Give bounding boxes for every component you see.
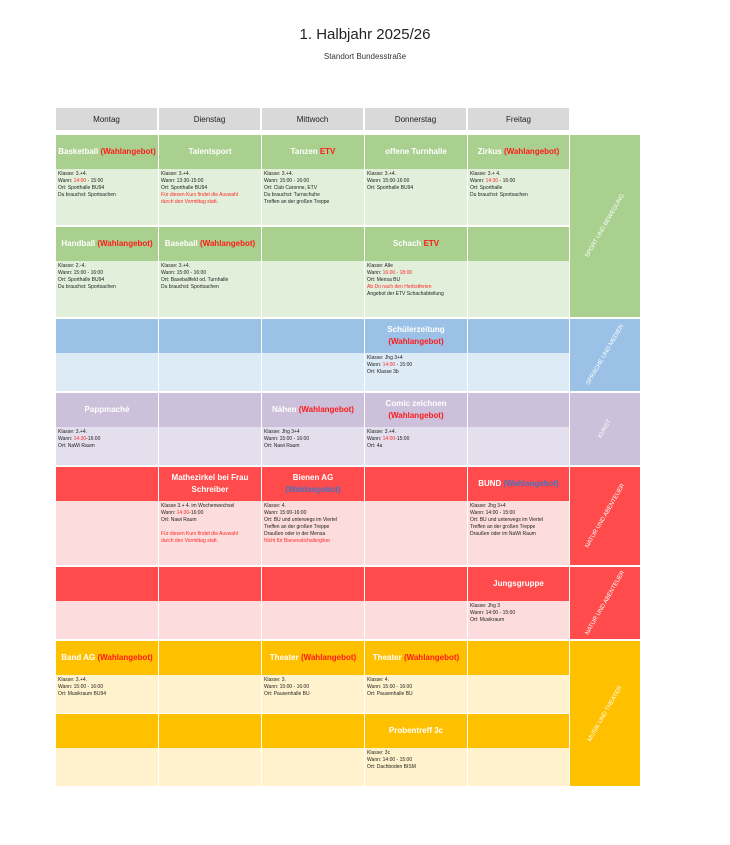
activity-bandag-details: Klasse: 3.+4. Wann: 15:00 - 16:00 Ort: Musikraum BU94: [58, 677, 107, 697]
activity-comic-title: Comic zeichnen (Wahlangebot): [385, 399, 447, 420]
activity-probentreff-details: Klasse: 3c Wann: 14:00 - 15:00 Ort: Dachboden BISM: [367, 750, 416, 770]
activity-talentsport-details: Klasse: 3.+4. Wann: 13:30-15:00 Ort: Sporthalle BU94 Für diesen Kurs findet die Auswahl durch den Vormittag statt.: [161, 171, 238, 205]
activity-turnhalle-title: offene Turnhalle: [385, 147, 447, 156]
category-musik: MUSIK UND THEATER: [570, 641, 640, 786]
activity-schuelerzeitung-details: Klasse: Jhg 3+4 Wann: 14:00 - 15:00 Ort: Klasse 3b: [367, 355, 413, 375]
activity-theater-mittwoch-details: Klasse: 3. Wann: 15:00 - 16:00 Ort: Pausenhalle BU: [264, 677, 310, 697]
category-sport: SPORT UND BEWEGUNG: [570, 135, 640, 317]
activity-schuelerzeitung-title: Schülerzeitung (Wahlangebot): [387, 325, 445, 346]
activity-baseball-title: Baseball (Wahlangebot): [164, 239, 256, 248]
activity-basketball-title: Basketball (Wahlangebot): [58, 147, 156, 156]
sprache-title-row: [56, 319, 569, 353]
activity-talentsport-title: Talentsport: [188, 147, 232, 156]
activity-zirkus-details: Klasse: 3.+ 4. Wann: 14:30 - 16:00 Ort: Sporthalle Du brauchst: Sportsachen: [470, 171, 528, 198]
activity-handball-details: Klasse: 2.-4. Wann: 15:00 - 16:00 Ort: Sporthalle BU94 Du brauchst: Sportsachen: [58, 263, 116, 290]
musik-title-row-2: [56, 714, 569, 748]
category-natur-2: NATUR UND ABENTEUER: [570, 567, 640, 639]
activity-turnhalle-details: Klasse: 3.+4. Wann: 15:00-16:00 Ort: Sporthalle BU94: [367, 171, 414, 191]
activity-zirkus-title: Zirkus (Wahlangebot): [477, 147, 560, 156]
activity-baseball-details: Klasse: 3.+4. Wann: 15:00 - 16:00 Ort: Baseballfeld od. Turnhalle Du brauchst: Sportsachen: [161, 263, 229, 290]
day-header-donnerstag: Donnerstag: [365, 108, 466, 130]
activity-pappmache-details: Klasse: 3.+4. Wann: 14:30-16:00 Ort: NaWi Raum: [58, 429, 101, 449]
activity-bund-details: Klasse: Jhg 3+4 Wann: 14:00 - 15:00 Ort: BU und unterwegs im Viertel Treffen an der großen Treppe Draußen oder im NaWi Raum: [470, 503, 543, 537]
activity-schach-title: Schach ETV: [392, 239, 440, 248]
schedule-grid: [56, 108, 640, 786]
activity-bienen-details: Klasse: 4. Wann: 15:00-16:00 Ort: BU und unterwegs im Viertel Treffen an der großen Treppe Draußen oder in der Mensa Nicht für Bienenstichallergiker: [264, 503, 337, 544]
column-divider: [467, 135, 468, 786]
page-title: 1. Halbjahr 2025/26: [299, 26, 431, 43]
day-header-freitag: Freitag: [468, 108, 569, 130]
activity-mathezirkel-details: Klasse 3.+ 4. im Wochenwechsel Wann: 14:30-16:00 Ort: Nawi Raum Für diesen Kurs findet die Auswahl durch den Vormittag statt.: [161, 503, 238, 544]
category-natur-1: NATUR UND ABENTEUER: [570, 467, 640, 565]
activity-jungsgruppe-details: Klasse: Jhg 3 Wann: 14:00 - 15:00 Ort: Musikraum: [470, 603, 516, 623]
activity-comic-details: Klasse: 3.+4. Wann: 14:00-15:00 Ort: 4a: [367, 429, 410, 449]
day-header-dienstag: Dienstag: [159, 108, 260, 130]
day-header-mittwoch: Mittwoch: [262, 108, 363, 130]
activity-tanzen-title: Tanzen ETV: [290, 147, 336, 156]
musik-detail-row-2: [56, 748, 569, 786]
activity-bandag-title: Band AG (Wahlangebot): [61, 653, 153, 662]
day-header-montag: Montag: [56, 108, 157, 130]
activity-tanzen-details: Klasse: 3.+4. Wann: 15:00 - 16:00 Ort: Club Caronne, ETV Du brauchst: Turnschuhe Treffen an der großen Treppe: [264, 171, 330, 205]
activity-bienen-title: Bienen AG (Wahlangebot): [285, 473, 341, 494]
activity-naehen-details: Klasse: Jhg 3+4 Wann: 15:00 - 16:00 Ort: Nawi Raum: [264, 429, 310, 449]
activity-schach-details: Klasse: Alle Wann: 16:00 - 18:00 Ort: Mensa BU Ab Do nach den Herbstferien Angebot der ETV Schachabteilung: [367, 263, 444, 297]
column-divider: [261, 135, 262, 786]
page-subtitle: Standort Bundesstraße: [323, 52, 407, 61]
activity-bund-title: BUND (Wahlangebot): [478, 479, 559, 488]
activity-theater-mittwoch-title: Theater (Wahlangebot): [269, 653, 357, 662]
category-kunst: KUNST: [570, 393, 640, 465]
activity-handball-title: Handball (Wahlangebot): [61, 239, 153, 248]
activity-naehen-title: Nähen (Wahlangebot): [272, 405, 354, 414]
activity-basketball-details: Klasse: 3.+4. Wann: 14:00 - 15:00 Ort: Sporthalle BU94 Du brauchst: Sportsachen: [58, 171, 116, 198]
activity-theater-donnerstag-details: Klasse: 4. Wann: 15:00 - 16:00 Ort: Pausenhalle BU: [367, 677, 413, 697]
activity-jungsgruppe-title: Jungsgruppe: [493, 579, 544, 588]
activity-theater-donnerstag-title: Theater (Wahlangebot): [372, 653, 460, 662]
activity-probentreff-title: Probentreff 3c: [388, 726, 444, 735]
sprache-detail-row: [56, 353, 569, 391]
activity-pappmache-title: Pappmaché: [84, 405, 130, 414]
category-sprache: SPRACHE UND MEDIEN: [570, 319, 640, 391]
activity-mathezirkel-title: Mathezirkel bei Frau Schreiber: [171, 473, 249, 494]
